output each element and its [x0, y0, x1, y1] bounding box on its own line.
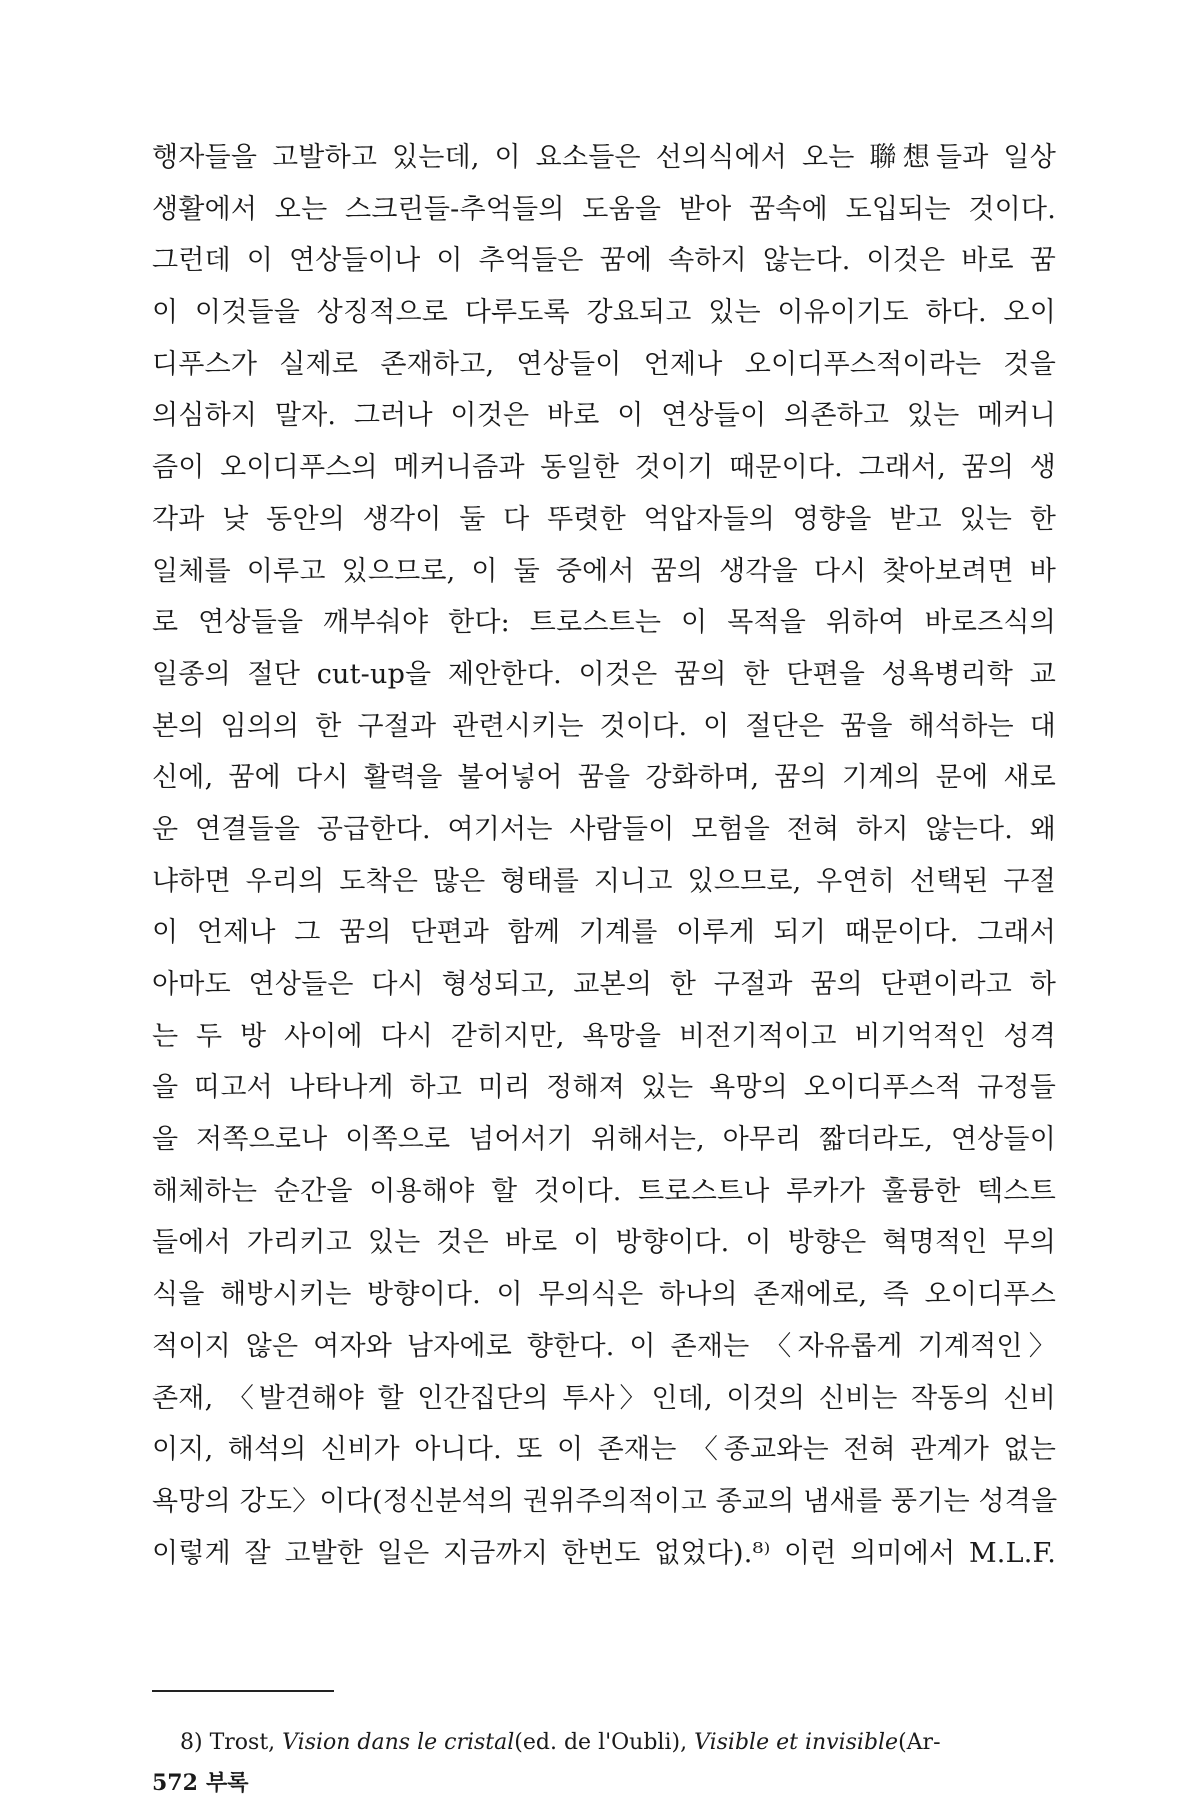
- text-line: 일체를 이루고 있으므로, 이 둘 중에서 꿈의 생각을 다시 찾아보려면 바: [152, 555, 1056, 587]
- text-line: 적이지 않은 여자와 남자에로 향한다. 이 존재는 〈자유롭게 기계적인〉: [152, 1330, 1056, 1362]
- text-line: 운 연결들을 공급한다. 여기서는 사람들이 모험을 전혀 하지 않는다. 왜: [152, 813, 1056, 845]
- text-line: 의심하지 말자. 그러나 이것은 바로 이 연상들이 의존하고 있는 메커니: [152, 400, 1056, 432]
- text-line: 들에서 가리키고 있는 것은 바로 이 방향이다. 이 방향은 혁명적인 무의: [152, 1227, 1056, 1259]
- footnote-marker: 8): [180, 1730, 203, 1755]
- text-line: 이렇게 잘 고발한 일은 지금까지 한번도 없었다).⁸⁾ 이런 의미에서 M.L.F.: [152, 1537, 1056, 1569]
- text-line: 이 언제나 그 꿈의 단편과 함께 기계를 이루게 되기 때문이다. 그래서: [152, 917, 1056, 949]
- footnote-publisher-1: (ed. de l'Oubli),: [514, 1730, 688, 1755]
- text-line: 는 두 방 사이에 다시 갇히지만, 욕망을 비전기적이고 비기억적인 성격: [152, 1020, 1056, 1052]
- footnote-title-2: Visible et invisible: [694, 1730, 899, 1755]
- text-line: 을 저쪽으로나 이쪽으로 넘어서기 위해서는, 아무리 짧더라도, 연상들이: [152, 1124, 1056, 1156]
- text-line: 식을 해방시키는 방향이다. 이 무의식은 하나의 존재에로, 즉 오이디푸스: [152, 1279, 1056, 1311]
- footnote-publisher-2: (Ar-: [898, 1730, 941, 1755]
- text-line: 아마도 연상들은 다시 형성되고, 교본의 한 구절과 꿈의 단편이라고 하: [152, 969, 1056, 1000]
- text-line: 로 연상들을 깨부숴야 한다: 트로스트는 이 목적을 위하여 바로즈식의: [152, 607, 1056, 639]
- text-line: 생활에서 오는 스크린들-추억들의 도움을 받아 꿈속에 도입되는 것이다.: [152, 193, 1056, 225]
- text-line: 해체하는 순간을 이용해야 할 것이다. 트로스트나 루카가 훌륭한 텍스트: [152, 1175, 1056, 1207]
- text-line: 욕망의 강도〉이다(정신분석의 권위주의적이고 종교의 냄새를 풍기는 성격을: [152, 1485, 1058, 1517]
- text-line: 디푸스가 실제로 존재하고, 연상들이 언제나 오이디푸스적이라는 것을: [152, 348, 1056, 380]
- body-text: [152, 132, 1056, 1579]
- text-line: 이지, 해석의 신비가 아니다. 또 이 존재는 〈종교와는 전혀 관계가 없는: [152, 1434, 1056, 1466]
- text-line: 이 이것들을 상징적으로 다루도록 강요되고 있는 이유이기도 하다. 오이: [152, 297, 1056, 329]
- text-line: 각과 낮 동안의 생각이 둘 다 뚜렷한 억압자들의 영향을 받고 있는 한: [152, 503, 1056, 535]
- text-line: 그런데 이 연상들이나 이 추억들은 꿈에 속하지 않는다. 이것은 바로 꿈: [152, 245, 1056, 277]
- section-name: 부록: [205, 1770, 249, 1796]
- text-line: 본의 임의의 한 구절과 관련시키는 것이다. 이 절단은 꿈을 해석하는 대: [152, 710, 1056, 742]
- page-number: 572: [152, 1770, 198, 1796]
- text-line: 을 띠고서 나타나게 하고 미리 정해져 있는 욕망의 오이디푸스적 규정들: [152, 1072, 1056, 1104]
- text-line: 존재, 〈발견해야 할 인간집단의 투사〉인데, 이것의 신비는 작동의 신비: [152, 1382, 1056, 1414]
- text-line: 냐하면 우리의 도착은 많은 형태를 지니고 있으므로, 우연히 선택된 구절: [152, 865, 1056, 897]
- page-footer: [152, 1766, 256, 1797]
- footnote: [180, 1730, 941, 1755]
- footnote-title-1: Vision dans le cristal: [282, 1730, 515, 1755]
- text-line: 일종의 절단 cut-up을 제안한다. 이것은 꿈의 한 단편을 성욕병리학 교: [152, 658, 1056, 690]
- text-line: 신에, 꿈에 다시 활력을 불어넣어 꿈을 강화하며, 꿈의 기계의 문에 새로: [152, 762, 1056, 794]
- text-line: 즘이 오이디푸스의 메커니즘과 동일한 것이기 때문이다. 그래서, 꿈의 생: [152, 452, 1056, 484]
- footnote-divider: [152, 1690, 334, 1692]
- footnote-author: Trost,: [209, 1730, 276, 1755]
- text-line: 행자들을 고발하고 있는데, 이 요소들은 선의식에서 오는 聯想들과 일상: [152, 142, 1056, 173]
